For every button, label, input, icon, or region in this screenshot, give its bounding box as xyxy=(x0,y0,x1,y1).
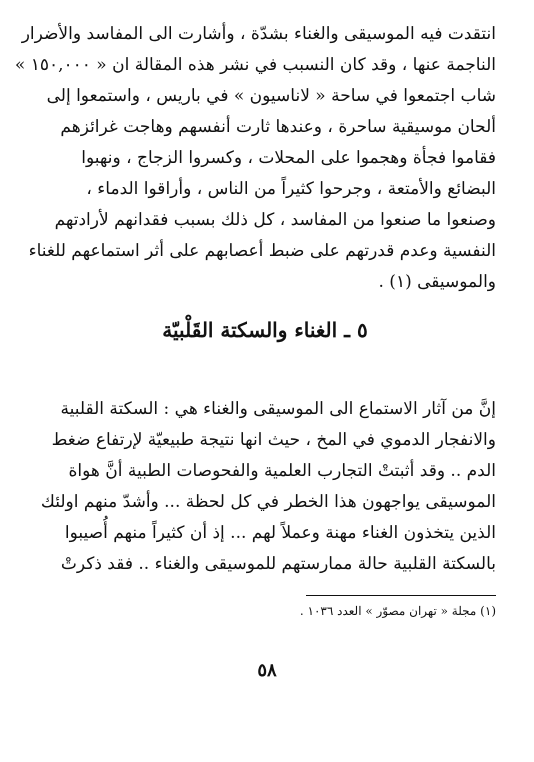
text-line: الدم .. وقد أثبتتْ التجارب العلمية والفحوصات الطبية أنَّ هواة xyxy=(68,461,496,481)
text-line: ألحان موسيقية ساحرة ، وعندها ثارت أنفسهم وهاجت غرائزهم xyxy=(60,117,496,137)
footnote-divider xyxy=(306,595,496,596)
footnote: (١) مجلة « تهران مصوّر » العدد ١٠٣٦ . xyxy=(299,604,496,618)
text-line: فقاموا فجأة وهجموا على المحلات ، وكسروا الزجاج ، ونهبوا xyxy=(81,148,496,168)
section-heading: ٥ ـ الغناء والسكتة القَلْبيّة xyxy=(162,318,368,342)
text-line: والموسيقى (١) . xyxy=(378,272,496,292)
text-line: والانفجار الدموي في المخ ، حيث انها نتيجة طبيعيّة لإرتفاع ضغط xyxy=(51,430,496,450)
text-line: الناجمة عنها ، وقد كان النسبب في نشر هذه المقالة ان « ١٥٠,٠٠٠ » xyxy=(14,55,496,75)
text-line: انتقدت فيه الموسيقى والغناء بشدّة ، وأشارت الى المفاسد والأضرار xyxy=(21,24,496,44)
text-line: الذين يتخذون الغناء مهنة وعملاً لهم ... إذ أن كثيراً منهم أُصيبوا xyxy=(64,523,496,543)
text-line: الموسيقى يواجهون هذا الخطر في كل لحظة ... وأشدّ منهم اولئك xyxy=(40,492,496,512)
page-number: ٥٨ xyxy=(257,660,277,681)
text-line: شاب اجتمعوا في ساحة « لاناسيون » في باريس ، واستمعوا إلى xyxy=(46,86,496,106)
paragraph-heart-attack xyxy=(34,394,496,580)
text-line: إنَّ من آثار الاستماع الى الموسيقى والغناء هي : السكتة القلبية xyxy=(60,399,496,419)
text-line: البضائع والأمتعة ، وجرحوا كثيراً من الناس ، وأراقوا الدماء ، xyxy=(86,179,496,199)
paragraph-music-riot xyxy=(14,19,496,298)
text-line: النفسية وعدم قدرتهم على ضبط أعصابهم على أثر استماعهم للغناء xyxy=(28,241,496,261)
text-line: وصنعوا ما صنعوا من المفاسد ، كل ذلك بسبب فقدانهم لأرادتهم xyxy=(54,210,496,230)
text-line: بالسكتة القلبية حالة ممارستهم للموسيقى والغناء .. فقد ذكرتْ xyxy=(60,554,496,574)
